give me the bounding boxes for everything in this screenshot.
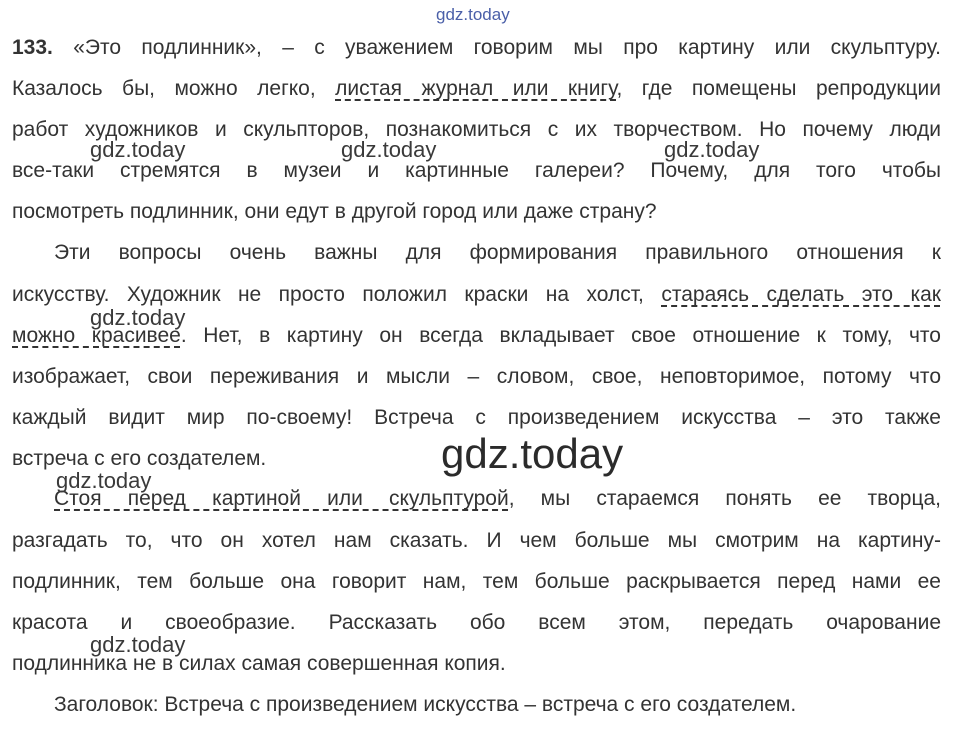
- text-line: подлинник, тем больше она говорит нам, тем больше раскрывается перед нами ее: [12, 570, 941, 593]
- text-line: посмотреть подлинник, они едут в другой город или даже страну?: [12, 200, 657, 223]
- text-segment: , где помещены репродукции: [616, 77, 942, 100]
- watermark: gdz.today: [56, 468, 152, 493]
- text-line: встреча с его создателем.: [12, 447, 267, 470]
- text-line: [12, 76, 941, 102]
- watermark: gdz.today: [341, 137, 437, 162]
- watermark-top: gdz.today: [436, 5, 510, 24]
- title-answer-line: Заголовок: Встреча с произведением искусства – встреча с его создателем.: [54, 693, 797, 716]
- watermark: gdz.today: [90, 305, 186, 330]
- watermark-large: gdz.today: [441, 430, 624, 477]
- text-segment: Казалось бы, можно легко,: [12, 77, 336, 100]
- watermark: gdz.today: [90, 137, 186, 162]
- text-line: Эти вопросы очень важны для формирования правильного отношения к: [54, 241, 941, 264]
- underlined-participle-phrase: можно красивее: [12, 324, 181, 347]
- text-segment: . Нет, в картину он всегда вкладывает свое отношение к тому, что: [180, 324, 941, 347]
- exercise-number: 133.: [12, 36, 53, 59]
- text-line: [12, 35, 941, 61]
- text-line: каждый видит мир по-своему! Встреча с произведением искусства – это также: [12, 406, 941, 429]
- text-line: изображает, свои переживания и мысли – словом, свое, неповторимое, потому что: [12, 365, 941, 388]
- text-line: все-таки стремятся в музеи и картинные галереи? Почему, для того чтобы: [12, 159, 941, 182]
- text-line: разгадать то, что он хотел нам сказать. И чем больше мы смотрим на картину-: [12, 529, 941, 552]
- text-line: подлинника не в силах самая совершенная копия.: [12, 652, 506, 675]
- text-line: работ художников и скульпторов, познакомиться с их творчеством. Но почему люди: [12, 118, 941, 141]
- underlined-participle-phrase: листая журнал или книгу: [335, 77, 617, 100]
- underlined-participle-phrase: стараясь сделать это как: [661, 283, 941, 306]
- text-segment: «Это подлинник», – с уважением говорим мы про картину или скульптуру.: [73, 36, 941, 59]
- text-segment: , мы стараемся понять ее творца,: [508, 487, 941, 510]
- watermark: gdz.today: [664, 137, 760, 162]
- text-line: [54, 486, 941, 512]
- text-line: красота и своеобразие. Рассказать обо всем этом, передать очарование: [12, 611, 941, 634]
- underlined-participle-phrase: Стоя перед картиной или скульптурой: [54, 487, 509, 510]
- watermark: gdz.today: [90, 632, 186, 657]
- text-segment: искусству. Художник не просто положил краски на холст,: [12, 283, 662, 306]
